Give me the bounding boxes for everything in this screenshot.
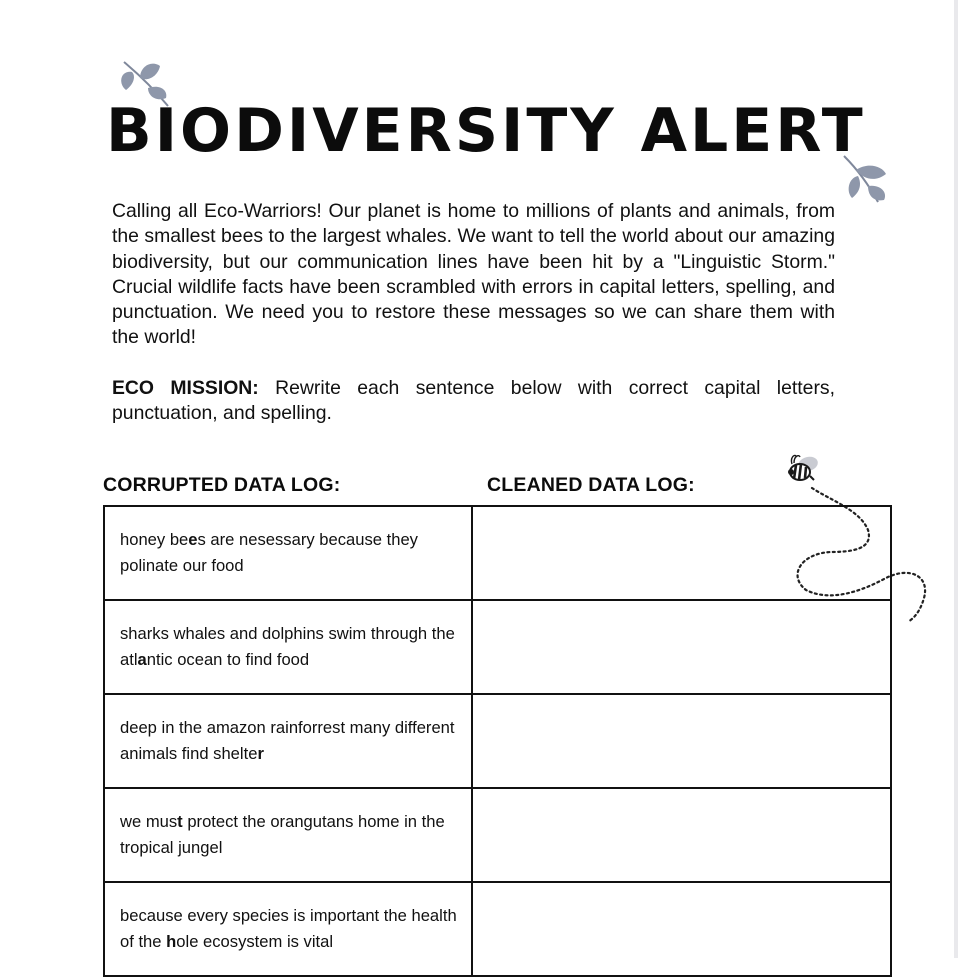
corrupted-text-after: ole ecosystem is vital bbox=[176, 932, 334, 951]
cleaned-sentence-cell[interactable] bbox=[472, 788, 891, 882]
cleaned-sentence-cell[interactable] bbox=[472, 506, 891, 600]
corrupted-text-bold: a bbox=[137, 650, 147, 669]
cleaned-sentence-cell[interactable] bbox=[472, 694, 891, 788]
corrupted-text-after: protect the orangutans home in the tropical jungel bbox=[120, 811, 445, 857]
cleaned-data-log-heading: CLEANED DATA LOG: bbox=[487, 474, 695, 496]
corrupted-text-before: we mus bbox=[120, 811, 178, 831]
table-row bbox=[104, 788, 891, 882]
eco-mission-text: Rewrite each sentence below with correct capital letters, punctuation, and spelling. bbox=[112, 377, 835, 425]
eco-mission-instructions bbox=[112, 376, 835, 427]
table-row bbox=[104, 600, 891, 694]
corrupted-text-after: s are nesessary because they polinate our food bbox=[120, 529, 418, 575]
bee-icon bbox=[784, 450, 820, 490]
corrupted-sentence-cell bbox=[104, 694, 472, 788]
leaf-icon-bottom-right bbox=[838, 152, 894, 208]
page-edge bbox=[954, 0, 958, 958]
corrupted-text-bold: e bbox=[188, 529, 198, 549]
table-row bbox=[104, 882, 891, 976]
corrupted-text-bold: t bbox=[177, 811, 183, 831]
eco-mission-label: ECO MISSION: bbox=[112, 377, 259, 399]
cleaned-sentence-cell[interactable] bbox=[472, 882, 891, 976]
corrupted-sentence-cell bbox=[104, 788, 472, 882]
corrupted-text-bold: r bbox=[257, 744, 264, 763]
corrupted-text-bold: h bbox=[166, 932, 177, 951]
table-row bbox=[104, 506, 891, 600]
corrupted-sentence-cell bbox=[104, 506, 472, 600]
corrupted-text-before: sharks whales and dolphins swim through the atl bbox=[120, 623, 455, 669]
corrupted-sentence-cell bbox=[104, 600, 472, 694]
corrupted-data-log-heading: CORRUPTED DATA LOG: bbox=[103, 474, 341, 496]
table-row bbox=[104, 694, 891, 788]
cleaned-sentence-cell[interactable] bbox=[472, 600, 891, 694]
corrupted-sentence-cell bbox=[104, 882, 472, 976]
corrupted-text-before: honey be bbox=[120, 529, 189, 549]
intro-paragraph: Calling all Eco-Warriors! Our planet is home to millions of plants and animals, from the smallest bees to the largest whales. We want to tell the world about our amazing biodiversity, but our communication lines have been hit by a "Linguistic Storm." Crucial wildlife facts have been scrambled with errors in capital letters, spelling, and punctuation. We need you to restore these messages so we can share them with the world! bbox=[112, 200, 835, 349]
corrupted-text-before: because every species is important the health of the bbox=[120, 905, 457, 951]
data-log-table bbox=[103, 505, 892, 977]
corrupted-text-before: deep in the amazon rainforrest many different animals find shelte bbox=[120, 717, 455, 763]
corrupted-text-after: ntic ocean to find food bbox=[146, 650, 310, 669]
page-title: BIODIVERSITY ALERT bbox=[106, 96, 866, 166]
